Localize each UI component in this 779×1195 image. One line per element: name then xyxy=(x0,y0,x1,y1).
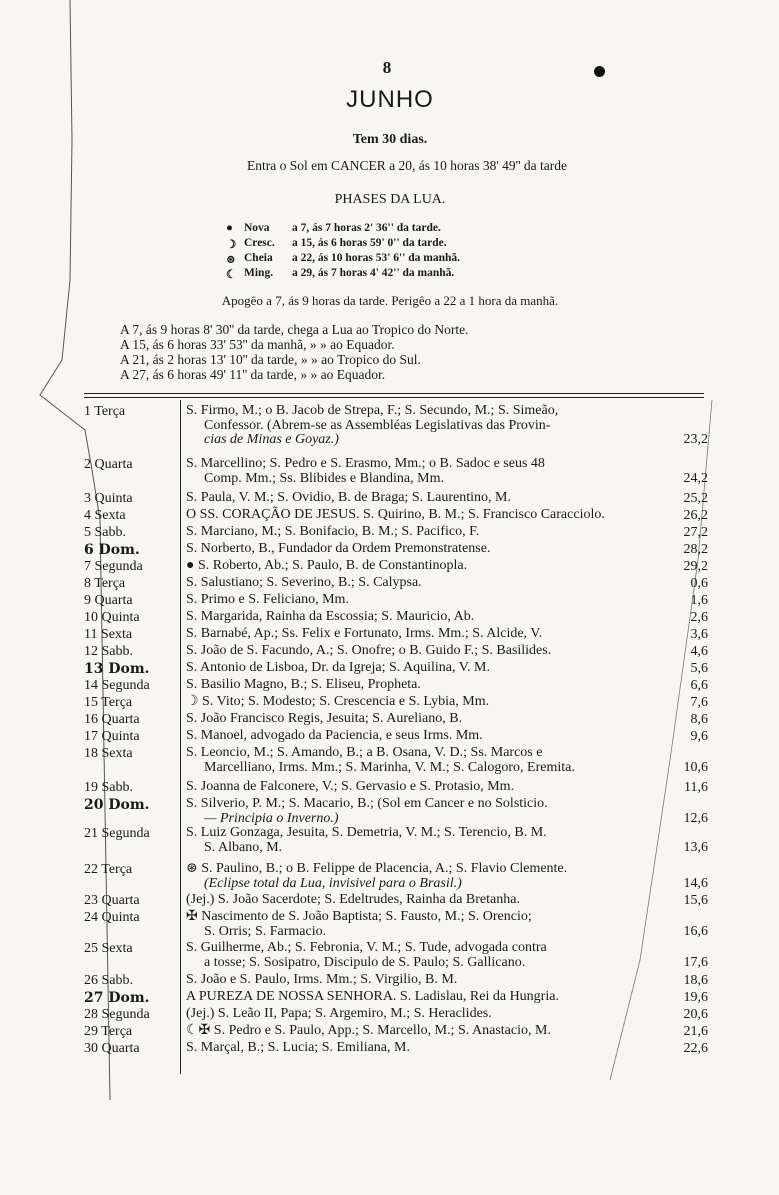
day-date xyxy=(84,893,178,909)
day-number: 16 xyxy=(84,712,102,727)
saints-entry xyxy=(186,404,666,448)
saints-entry xyxy=(186,910,666,939)
saints-line: S. Paula, V. M.; S. Ovidio, B. de Braga; S. Laurentino, M. xyxy=(186,490,511,505)
day-number: 10 xyxy=(84,610,102,625)
saints-line: S. Margarida, Rainha da Escossia; S. Mauricio, Ab. xyxy=(186,609,475,624)
day-date xyxy=(84,627,178,643)
phase-name: Nova xyxy=(244,222,270,234)
saints-entry xyxy=(186,559,666,574)
phase-name: Cheia xyxy=(244,252,273,264)
saints-entry xyxy=(186,508,666,523)
moon-phase-row xyxy=(226,222,460,237)
full-moon-icon: ⊛ xyxy=(226,254,236,266)
moon-age: 3,6 xyxy=(690,627,708,642)
day-number: 22 xyxy=(84,862,102,877)
day-number: 11 xyxy=(84,627,101,642)
saints-line: Comp. Mm.; Ss. Blibides e Blandina, Mm. xyxy=(204,470,444,486)
day-date xyxy=(84,404,178,420)
day-number: 28 xyxy=(84,1007,102,1022)
tropic-line: A 7, ás 9 horas 8' 30'' da tarde, chega a Lua ao Tropico do Norte. xyxy=(120,322,469,337)
saints-entry xyxy=(186,644,666,659)
day-number: 7 xyxy=(84,559,95,574)
saints-line: S. João de S. Facundo, A.; S. Onofre; o B. Guido F.; S. Basilides. xyxy=(186,643,552,658)
weekday: Terça xyxy=(101,1024,133,1039)
saints-line: S. Joanna de Falconere, V.; S. Gervasio e S. Protasio, Mm. xyxy=(186,779,515,794)
day-number: 30 xyxy=(84,1041,102,1056)
day-number: 12 xyxy=(84,644,102,659)
weekday: Segunda xyxy=(101,1007,150,1022)
day-number: 27 xyxy=(84,990,109,1006)
saints-line: S. Barnabé, Ap.; Ss. Felix e Fortunato, Irms. Mm.; S. Alcide, V. xyxy=(186,626,543,641)
saints-line: S. Silverio, P. M.; S. Macario, B.; (Sol em Cancer e no Solsticio. xyxy=(186,796,548,811)
day-date xyxy=(84,797,178,814)
ink-dot xyxy=(594,66,605,77)
weekday: Dom. xyxy=(108,661,150,677)
day-number: 8 xyxy=(84,576,95,591)
moon-age: 0,6 xyxy=(690,576,708,591)
tropic-line: A 27, ás 6 horas 49' 11'' da tarde, » » ao Equador. xyxy=(120,367,386,382)
moon-age: 25,2 xyxy=(683,491,708,506)
moon-age: 28,2 xyxy=(683,542,708,557)
saints-entry xyxy=(186,525,666,540)
moon-age: 12,6 xyxy=(683,811,708,826)
moon-phase-row xyxy=(226,252,460,267)
day-date xyxy=(84,1024,178,1040)
phases-title: PHASES DA LUA. xyxy=(334,192,446,207)
month-title: JUNHO xyxy=(346,86,434,113)
day-number: 19 xyxy=(84,780,102,795)
moon-age: 8,6 xyxy=(690,712,708,727)
saints-line: S. Antonio de Lisboa, Dr. da Igreja; S. Aquilina, V. M. xyxy=(186,660,490,675)
day-date xyxy=(84,593,178,609)
moon-age: 13,6 xyxy=(683,840,708,855)
moon-age: 26,2 xyxy=(683,508,708,523)
saints-line: cias de Minas e Goyaz.) xyxy=(204,432,339,447)
saints-line: Marcelliano, Irms. Mm.; S. Marinha, V. M.; S. Calogoro, Eremita. xyxy=(204,759,575,775)
day-number: 21 xyxy=(84,826,102,841)
day-date xyxy=(84,780,178,796)
moon-age: 9,6 xyxy=(690,729,708,744)
moon-age: 24,2 xyxy=(683,471,708,486)
moon-age: 27,2 xyxy=(683,525,708,540)
weekday: Sabb. xyxy=(94,525,126,540)
day-date xyxy=(84,457,178,473)
phase-time: a 22, ás 10 horas 53' 6'' da manhã. xyxy=(292,252,461,264)
tropics-list xyxy=(120,322,468,382)
weekday: Quarta xyxy=(101,712,140,727)
day-number: 9 xyxy=(84,593,95,608)
day-date xyxy=(84,1007,178,1023)
saints-line: ● S. Roberto, Ab.; S. Paulo, B. de Constantinopla. xyxy=(186,558,468,573)
saints-line: ☾✠ S. Pedro e S. Paulo, App.; S. Marcello, M.; S. Anastacio, M. xyxy=(186,1023,551,1038)
weekday: Dom. xyxy=(108,797,150,813)
weekday: Quarta xyxy=(94,593,133,608)
saints-line: S. Luiz Gonzaga, Jesuita, S. Demetria, V. M.; S. Terencio, B. M. xyxy=(186,825,547,840)
moon-age: 15,6 xyxy=(683,893,708,908)
weekday: Terça xyxy=(94,404,126,419)
moon-age: 19,6 xyxy=(683,990,708,1005)
saints-line: S. Basilio Magno, B.; S. Eliseu, Propheta. xyxy=(186,677,421,692)
moon-age: 10,6 xyxy=(683,760,708,775)
first-quarter-icon: ☽ xyxy=(226,239,237,251)
phase-time: a 7, ás 7 horas 2' 36'' da tarde. xyxy=(292,222,441,234)
saints-entry xyxy=(186,695,666,710)
day-date xyxy=(84,508,178,524)
saints-line: S. Firmo, M.; o B. Jacob de Strepa, F.; S. Secundo, M.; S. Simeão, xyxy=(186,403,559,418)
day-number: 6 xyxy=(84,542,99,558)
saints-entry xyxy=(186,826,666,855)
weekday: Quarta xyxy=(94,457,133,472)
day-date xyxy=(84,644,178,660)
day-number: 4 xyxy=(84,508,95,523)
weekday: Quinta xyxy=(94,491,133,506)
day-date xyxy=(84,941,178,957)
saints-line: S. Norberto, B., Fundador da Ordem Premonstratense. xyxy=(186,541,491,556)
saints-line: S. João e S. Paulo, Irms. Mm.; S. Virgilio, B. M. xyxy=(186,972,458,987)
moon-age: 20,6 xyxy=(683,1007,708,1022)
weekday: Quinta xyxy=(101,729,140,744)
phase-name: Ming. xyxy=(244,267,274,279)
moon-age: 2,6 xyxy=(690,610,708,625)
saints-entry xyxy=(186,797,666,826)
day-number: 14 xyxy=(84,678,102,693)
weekday: Sexta xyxy=(101,746,133,761)
saints-entry xyxy=(186,780,666,795)
moon-phase-row xyxy=(226,267,460,282)
saints-entry xyxy=(186,712,666,727)
day-number: 15 xyxy=(84,695,102,710)
weekday: Quarta xyxy=(101,893,140,908)
tropic-line: A 21, ás 2 horas 13' 10'' da tarde, » » ao Tropico do Sul. xyxy=(120,352,421,367)
saints-entry xyxy=(186,661,666,676)
weekday: Sabb. xyxy=(101,644,133,659)
day-number: 20 xyxy=(84,797,109,813)
moon-age: 29,2 xyxy=(683,559,708,574)
day-date xyxy=(84,746,178,762)
moon-phase-row xyxy=(226,237,460,252)
saints-entry xyxy=(186,893,666,908)
saints-entry xyxy=(186,1007,666,1022)
sun-entry: Entra o Sol em CANCER a 20, ás 10 horas 38' 49'' da tarde xyxy=(247,158,567,173)
weekday: Quarta xyxy=(101,1041,140,1056)
saints-entry xyxy=(186,457,666,486)
day-date xyxy=(84,678,178,694)
tropic-line: A 15, ás 6 horas 33' 53'' da manhã, » » ao Equador. xyxy=(120,337,395,352)
moon-age: 4,6 xyxy=(690,644,708,659)
column-divider xyxy=(180,400,181,1074)
saints-line: S. Marciano, M.; S. Bonifacio, B. M.; S. Pacifico, F. xyxy=(186,524,480,539)
weekday: Segunda xyxy=(101,826,150,841)
moon-age: 6,6 xyxy=(690,678,708,693)
weekday: Segunda xyxy=(101,678,150,693)
saints-entry xyxy=(186,862,666,891)
apogee-perigee: Apogêo a 7, ás 9 horas da tarde. Perigêo a 22 a 1 hora da manhã. xyxy=(221,293,559,308)
saints-entry xyxy=(186,542,666,557)
weekday: Sexta xyxy=(100,627,133,642)
day-date xyxy=(84,1041,178,1057)
saints-entry xyxy=(186,990,666,1005)
weekday: Sabb. xyxy=(101,973,133,988)
saints-line: S. Albano, M. xyxy=(204,839,283,855)
phase-time: a 15, ás 6 horas 59' 0'' da tarde. xyxy=(292,237,447,249)
saints-line: S. Marçal, B.; S. Lucia; S. Emiliana, M. xyxy=(186,1040,410,1055)
day-date xyxy=(84,661,178,678)
moon-age: 22,6 xyxy=(683,1041,708,1056)
day-date xyxy=(84,862,178,878)
day-date xyxy=(84,542,178,559)
moon-age: 5,6 xyxy=(690,661,708,676)
saints-entry xyxy=(186,678,666,693)
phase-time: a 29, ás 7 horas 4' 42'' da manhã. xyxy=(292,267,455,279)
day-number: 3 xyxy=(84,491,95,506)
moon-phases xyxy=(226,222,460,282)
saints-line: ☽ S. Vito; S. Modesto; S. Crescencia e S. Lybia, Mm. xyxy=(186,694,490,709)
day-number: 13 xyxy=(84,661,109,677)
day-date xyxy=(84,695,178,711)
saints-entry xyxy=(186,746,666,775)
saints-line: S. Orris; S. Farmacio. xyxy=(204,923,327,939)
day-number: 18 xyxy=(84,746,102,761)
saints-entry xyxy=(186,491,666,506)
moon-age: 18,6 xyxy=(683,973,708,988)
saints-line: S. Manoel, advogado da Paciencia, e seus Irms. Mm. xyxy=(186,728,483,743)
page-number: 8 xyxy=(382,58,392,77)
day-number: 5 xyxy=(84,525,95,540)
moon-age: 17,6 xyxy=(683,955,708,970)
moon-age: 21,6 xyxy=(683,1024,708,1039)
weekday: Sexta xyxy=(94,508,126,523)
saints-line: (Jej.) S. Leão II, Papa; S. Argemiro, M.; S. Heraclides. xyxy=(186,1006,492,1021)
weekday: Terça xyxy=(94,576,126,591)
moon-age: 1,6 xyxy=(690,593,708,608)
moon-age: 14,6 xyxy=(683,876,708,891)
last-quarter-icon: ☾ xyxy=(226,269,237,281)
saints-entry xyxy=(186,1024,666,1039)
day-date xyxy=(84,576,178,592)
weekday: Sabb. xyxy=(101,780,133,795)
saints-line: Confessor. (Abrem-se as Assembléas Legislativas das Provin- xyxy=(204,417,551,433)
weekday: Dom. xyxy=(98,542,140,558)
phase-name: Cresc. xyxy=(244,237,275,249)
saints-line: — Principia o Inverno.) xyxy=(204,810,339,826)
day-number: 24 xyxy=(84,910,102,925)
saints-entry xyxy=(186,627,666,642)
saints-line: S. Guilherme, Ab.; S. Febronia, V. M.; S. Tude, advogada contra xyxy=(186,940,547,955)
day-number: 23 xyxy=(84,893,102,908)
day-number: 26 xyxy=(84,973,102,988)
weekday: Dom. xyxy=(108,990,150,1006)
divider-rule xyxy=(84,393,704,394)
weekday: Terça xyxy=(101,862,133,877)
day-number: 2 xyxy=(84,457,95,472)
saints-line: S. João Francisco Regis, Jesuita; S. Aureliano, B. xyxy=(186,711,463,726)
day-date xyxy=(84,559,178,575)
saints-entry xyxy=(186,593,666,608)
saints-line: a tosse; S. Sosipatro, Discipulo de S. Paulo; S. Gallicano. xyxy=(204,954,526,970)
saints-entry xyxy=(186,729,666,744)
day-number: 17 xyxy=(84,729,102,744)
day-date xyxy=(84,990,178,1007)
day-date xyxy=(84,610,178,626)
weekday: Quinta xyxy=(101,910,140,925)
moon-age: 16,6 xyxy=(683,924,708,939)
saints-line: O SS. CORAÇÃO DE JESUS. S. Quirino, B. M.; S. Francisco Caracciolo. xyxy=(186,507,605,522)
new-moon-icon: ● xyxy=(226,222,233,234)
day-date xyxy=(84,525,178,541)
moon-age: 23,2 xyxy=(683,432,708,447)
saints-entry xyxy=(186,973,666,988)
weekday: Segunda xyxy=(94,559,143,574)
day-date xyxy=(84,729,178,745)
day-number: 29 xyxy=(84,1024,102,1039)
saints-line: S. Marcellino; S. Pedro e S. Erasmo, Mm.; o B. Sadoc e seus 48 xyxy=(186,456,545,471)
divider-rule xyxy=(84,397,704,398)
saints-line: S. Leoncio, M.; S. Amando, B.; a B. Osana, V. D.; Ss. Marcos e xyxy=(186,745,543,760)
saints-line: S. Salustiano; S. Severino, B.; S. Calypsa. xyxy=(186,575,422,590)
saints-entry xyxy=(186,610,666,625)
saints-entry xyxy=(186,1041,666,1056)
day-date xyxy=(84,826,178,842)
saints-entry xyxy=(186,941,666,970)
day-date xyxy=(84,712,178,728)
weekday: Quinta xyxy=(101,610,140,625)
days-count: Tem 30 dias. xyxy=(352,132,428,147)
weekday: Terça xyxy=(101,695,133,710)
day-date xyxy=(84,910,178,926)
weekday: Sexta xyxy=(101,941,133,956)
saints-line: (Eclipse total da Lua, invisivel para o Brasil.) xyxy=(204,875,462,891)
saints-line: (Jej.) S. João Sacerdote; S. Edeltrudes, Rainha da Bretanha. xyxy=(186,892,520,907)
moon-age: 7,6 xyxy=(690,695,708,710)
saints-line: ✠ Nascimento de S. João Baptista; S. Fausto, M.; S. Orencio; xyxy=(186,909,532,924)
moon-age: 11,6 xyxy=(684,780,708,795)
day-number: 1 xyxy=(84,404,95,419)
day-date xyxy=(84,973,178,989)
day-date xyxy=(84,491,178,507)
saints-line: A PUREZA DE NOSSA SENHORA. S. Ladislau, Rei da Hungria. xyxy=(186,989,559,1004)
saints-line: S. Primo e S. Feliciano, Mm. xyxy=(186,592,349,607)
saints-entry xyxy=(186,576,666,591)
saints-line: ⊛ S. Paulino, B.; o B. Felippe de Placencia, A.; S. Flavio Clemente. xyxy=(186,861,568,876)
day-number: 25 xyxy=(84,941,102,956)
